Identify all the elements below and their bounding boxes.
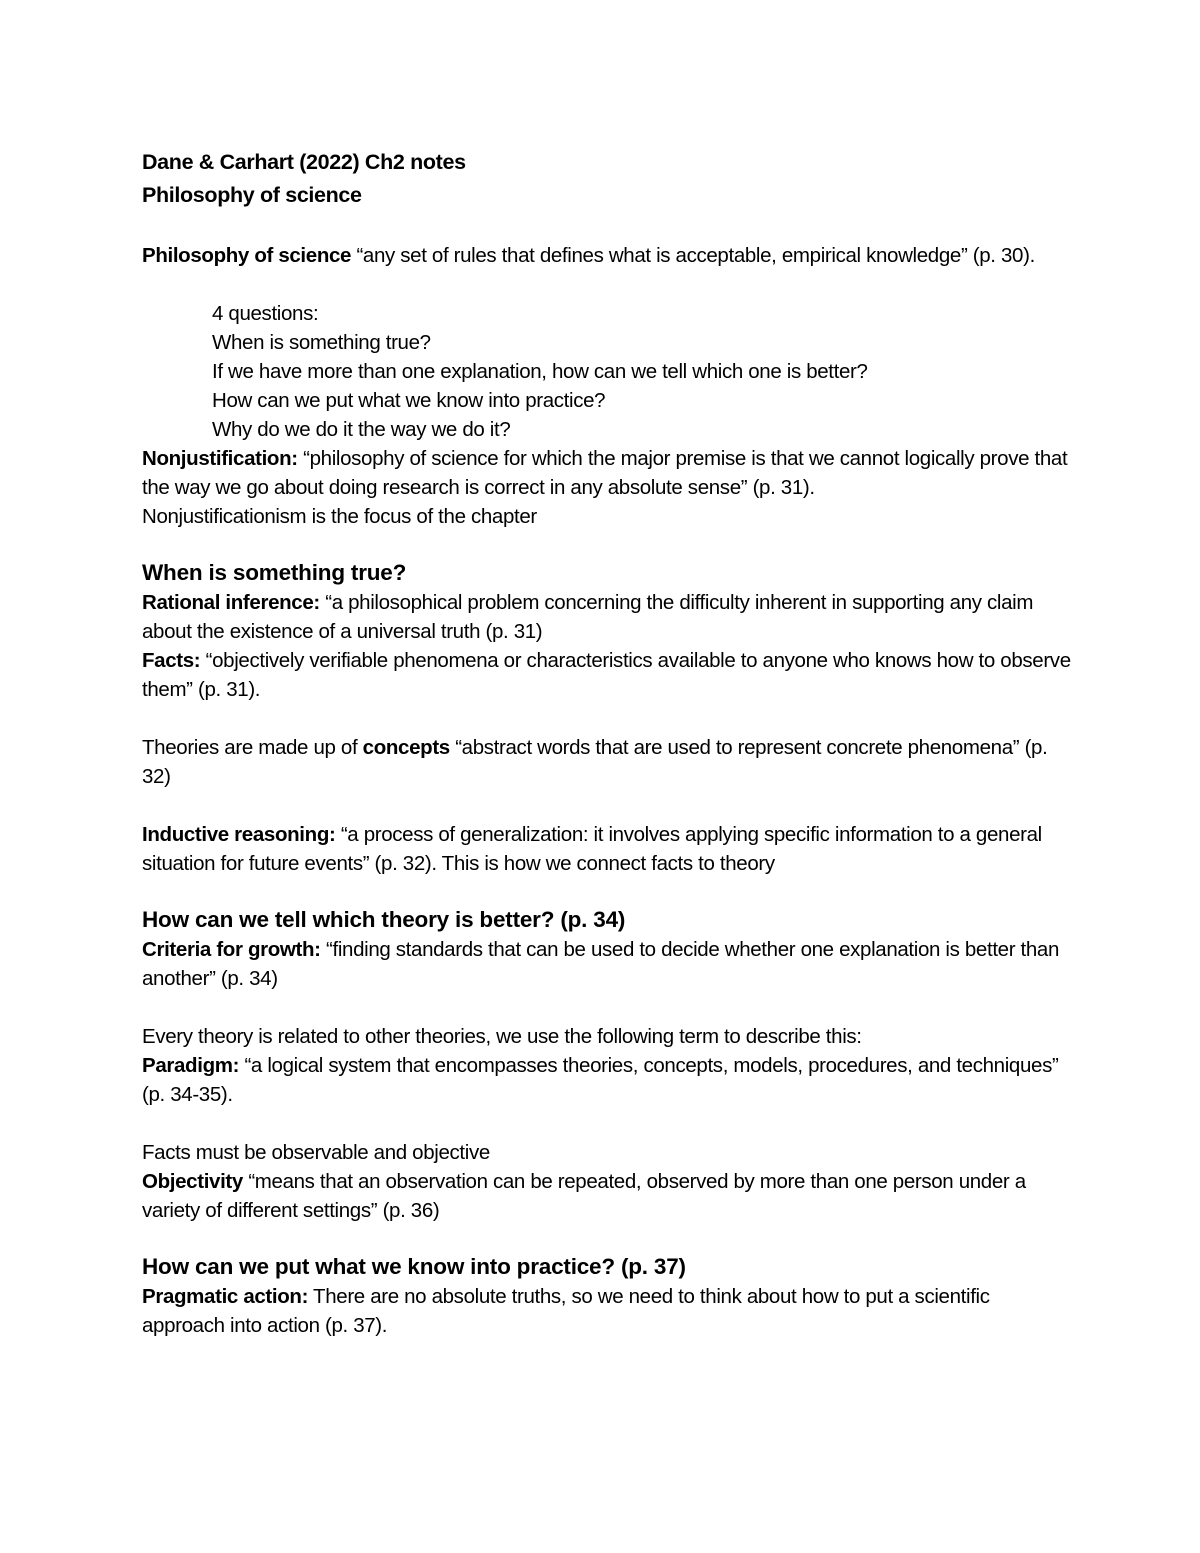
nonjustification-definition xyxy=(142,444,1072,502)
definition-text: “objectively verifiable phenomena or characteristics available to anyone who knows how to observe them” (p. 31). xyxy=(142,649,1071,701)
question-item: When is something true? xyxy=(212,331,431,354)
term-philosophy-of-science: Philosophy of science xyxy=(142,244,352,267)
philosophy-of-science-definition xyxy=(142,241,1072,270)
definition-text: “any set of rules that defines what is acceptable, empirical knowledge” (p. 30). xyxy=(351,244,1035,267)
questions-label: 4 questions: xyxy=(212,302,319,325)
term-inductive-reasoning: Inductive reasoning: xyxy=(142,823,336,846)
definition-text: “a philosophical problem concerning the difficulty inherent in supporting any claim about the existence of a universal truth (p. 31) xyxy=(142,591,1034,643)
section-heading-truth: When is something true? xyxy=(142,560,407,585)
definition-text: “means that an observation can be repeated, observed by more than one person under a variety of different settings” (p. 36) xyxy=(142,1170,1026,1222)
inductive-reasoning-definition xyxy=(142,820,1072,878)
objectivity-definition xyxy=(142,1167,1072,1225)
related-theories-note: Every theory is related to other theories, we use the following term to describe this: xyxy=(142,1025,862,1048)
spacer xyxy=(142,993,1072,1022)
spacer xyxy=(142,878,1072,905)
definition-text: “a logical system that encompasses theories, concepts, models, procedures, and techniques” (p. 34-35). xyxy=(142,1054,1059,1106)
criteria-for-growth-definition xyxy=(142,935,1072,993)
rational-inference-definition xyxy=(142,588,1072,646)
spacer xyxy=(142,212,1072,241)
spacer xyxy=(142,1109,1072,1138)
term-rational-inference: Rational inference: xyxy=(142,591,320,614)
definition-text: “philosophy of science for which the major premise is that we cannot logically prove that the way we go about doing research is correct in any absolute sense” (p. 31). xyxy=(142,447,1068,499)
term-paradigm: Paradigm: xyxy=(142,1054,240,1077)
document-page xyxy=(142,146,1072,1340)
questions-list xyxy=(142,299,1072,444)
document-subtitle: Philosophy of science xyxy=(142,183,362,207)
concepts-definition xyxy=(142,733,1072,791)
pragmatic-action-definition xyxy=(142,1282,1072,1340)
facts-observable-note: Facts must be observable and objective xyxy=(142,1141,490,1164)
facts-definition xyxy=(142,646,1072,704)
question-item: If we have more than one explanation, how can we tell which one is better? xyxy=(212,360,868,383)
question-item: Why do we do it the way we do it? xyxy=(212,418,511,441)
definition-text: “finding standards that can be used to decide whether one explanation is better than another” (p. 34) xyxy=(142,938,1060,990)
document-title: Dane & Carhart (2022) Ch2 notes xyxy=(142,150,466,174)
nonjustification-note: Nonjustificationism is the focus of the chapter xyxy=(142,505,537,528)
spacer xyxy=(142,704,1072,733)
section-heading-better-theory: How can we tell which theory is better? (p. 34) xyxy=(142,907,626,932)
spacer xyxy=(142,531,1072,558)
spacer xyxy=(142,270,1072,299)
section-heading-practice: How can we put what we know into practice? (p. 37) xyxy=(142,1254,686,1279)
definition-text: There are no absolute truths, so we need to think about how to put a scientific approach into action (p. 37). xyxy=(142,1285,990,1337)
term-nonjustification: Nonjustification: xyxy=(142,447,298,470)
paradigm-definition xyxy=(142,1051,1072,1109)
spacer xyxy=(142,1225,1072,1252)
question-item: How can we put what we know into practice? xyxy=(212,389,606,412)
definition-text: “abstract words that are used to represent concrete phenomena” (p. 32) xyxy=(142,736,1048,788)
concepts-intro-text: Theories are made up of xyxy=(142,736,363,759)
term-concepts: concepts xyxy=(362,736,450,759)
spacer xyxy=(142,791,1072,820)
definition-text: “a process of generalization: it involves applying specific information to a general situation for future events” (p. 32). This is how we connect facts to theory xyxy=(142,823,1042,875)
term-criteria-for-growth: Criteria for growth: xyxy=(142,938,321,961)
term-facts: Facts: xyxy=(142,649,201,672)
term-pragmatic-action: Pragmatic action: xyxy=(142,1285,309,1308)
term-objectivity: Objectivity xyxy=(142,1170,243,1193)
